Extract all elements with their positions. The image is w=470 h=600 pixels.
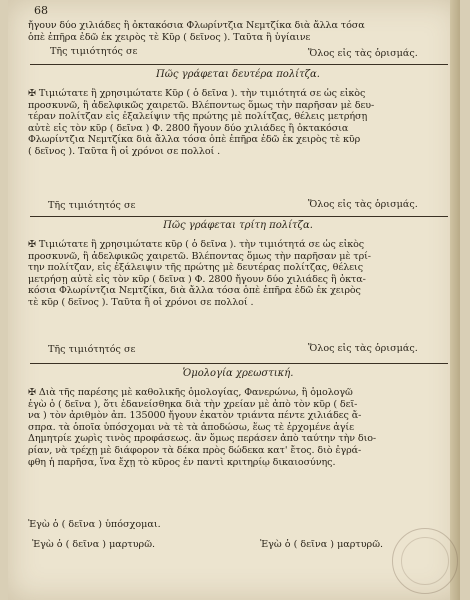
closing-left: Τῆς τιμιότητός σε	[50, 46, 138, 57]
text-line: φθη ἡ παρῆσα, ἵνα ἔχῃ τὸ κῦρος ἐν παντὶ κριτηρίῳ δικαιοσύνης.	[28, 456, 336, 468]
closing-right: Ὅλος εἰς τὰς ὁρισμάς.	[308, 199, 418, 210]
witness-signature-left: Ἐγὼ ὁ ( δεῖνα ) μαρτυρῶ.	[32, 539, 156, 550]
intro-section	[28, 20, 448, 43]
text-line: την πολίτζαν, εἰς ἐξάλειψιν τῆς πρώτης μὲ δευτέρας πολίτζας, θέλεις	[28, 262, 363, 274]
text-line: ρίαν, νὰ τρέχῃ μὲ διάφορον τὰ δέκα πρὸς δώδεκα κατ' ἔτος. διὸ ἐγρά-	[28, 444, 362, 456]
debt-acknowledgement-section	[28, 367, 448, 468]
page-number: 68	[34, 4, 48, 17]
closing-left: Τῆς τιμιότητός σε	[48, 344, 136, 355]
text-line: ✠ Τιμιώτατε ἢ χρησιμώτατε Κῦρ ( ὁ δεῖνα ). τὴν τιμιότητά σε ὡς εἰκὸς	[28, 88, 366, 99]
closing-right: Ὅλος εἰς τὰς ὁρισμάς.	[308, 343, 418, 354]
section-title: Πῶς γράφεται δευτέρα πολίτζα.	[156, 69, 320, 80]
text-line: Φλωρίντζια Νεμτζίκα διὰ ἄλλα τόσα ὁπὲ ἐπῆρα ἐδῶ ἐκ χειρὸς τὲ κῦρ	[28, 134, 361, 146]
library-stamp	[392, 528, 458, 594]
text-line: μετρήσῃ αὐτὲ εἰς τὸν κῦρ ( δεῖνα ) Φ. 2800 ἤγουν δύο χιλιάδες ἢ ὀκτα-	[28, 273, 366, 285]
closing-left: Τῆς τιμιότητός σε	[48, 200, 136, 211]
witness-signature-right: Ἐγὼ ὁ ( δεῖνα ) μαρτυρῶ.	[260, 539, 384, 550]
text-line: αὐτὲ εἰς τὸν κῦρ ( δεῖνα ) Φ. 2800 ἤγουν δύο χιλιάδες ἢ ὀκτακόσια	[28, 122, 349, 134]
text-line: ὁπὲ ἐπῆρα ἐδῶ ἐκ χειρὸς τὲ Κῦρ ( δεῖνος ). Ταῦτα ἢ ὑγίαινε	[28, 31, 311, 43]
book-page	[8, 0, 460, 600]
text-line: ἐγὼ ὁ ( δεῖνα ), ὅτι ἐδανείσθηκα διὰ τὴν χρείαν μὲ ἀπὸ τὸν κῦρ ( δεῖ-	[28, 398, 358, 410]
section-title: Ὁμολογία χρεωστική.	[182, 368, 294, 379]
text-line: Δημητρίε χωρὶς τινὸς προφάσεως. ἂν ὅμως περάσεν ἀπὸ ταύτην τὴν διο-	[28, 433, 377, 445]
third-bill-section	[28, 219, 448, 309]
section-title: Πῶς γράφεται τρίτη πολίτζα.	[163, 220, 313, 231]
second-bill-section	[28, 68, 448, 158]
text-line: ἤγουν δύο χιλιάδες ἢ ὀκτακόσια Φλωρίντζια Νεμτζίκα διὰ ἄλλα τόσα	[28, 20, 365, 31]
text-line: σπρα. τὰ ὁποῖα ὑπόσχομαι νὰ τὲ τὰ ἀποδώσω, ἕως τὲ ἐρχομένε ἁγίε	[28, 421, 354, 433]
promise-signature: Ἐγὼ ὁ ( δεῖνα ) ὑπόσχομαι.	[28, 519, 161, 530]
text-line: να ) τὸν ἀριθμὸν ἀπ. 135000 ἤγουν ἑκατὸν τριάντα πέντε χιλιάδες ἄ-	[28, 410, 362, 422]
text-line: ✠ Διὰ τῆς παρέσης μὲ καθολικῆς ὁμολογίας, Φανερώνω, ἢ ὁμολογῶ	[28, 387, 353, 398]
text-line: ( δεῖνος ). Ταῦτα ἢ οἱ χρόνοι σε πολλοί .	[28, 145, 221, 157]
text-line: ✠ Τιμιώτατε ἢ χρησιμώτατε κῦρ ( ὁ δεῖνα ). τὴν τιμιότητά σε ὡς εἰκὸς	[28, 239, 365, 250]
divider	[30, 363, 448, 364]
text-line: προσκυνῶ, ἢ ἀδελφικῶς χαιρετῶ. Βλέποντας ὅμως τὴν παρῆσαν μὲ τρί-	[28, 250, 371, 262]
divider	[30, 216, 448, 217]
text-line: προσκυνῶ, ἢ ἀδελφικῶς χαιρετῶ. Βλέποντως ὅμως τὴν παρῆσαν μὲ δευ-	[28, 99, 375, 111]
page-edge	[450, 0, 460, 600]
text-line: κόσια Φλωρίντζια Νεμτζίκα, διὰ ἄλλα τόσα ὁπὲ ἐπῆρα ἐδῶ ἐκ χειρὸς	[28, 285, 361, 297]
text-line: τέραν πολίτζαν εἰς ἐξαλείψιν τῆς πρώτης μὲ πολίτζας, θέλεις μετρήσῃ	[28, 111, 368, 123]
divider	[30, 64, 448, 65]
closing-right: Ὅλος εἰς τὰς ὁρισμάς.	[308, 48, 418, 59]
text-line: τὲ κῦρ ( δεῖνος ). Ταῦτα ἢ οἱ χρόνοι σε πολλοί .	[28, 296, 254, 308]
